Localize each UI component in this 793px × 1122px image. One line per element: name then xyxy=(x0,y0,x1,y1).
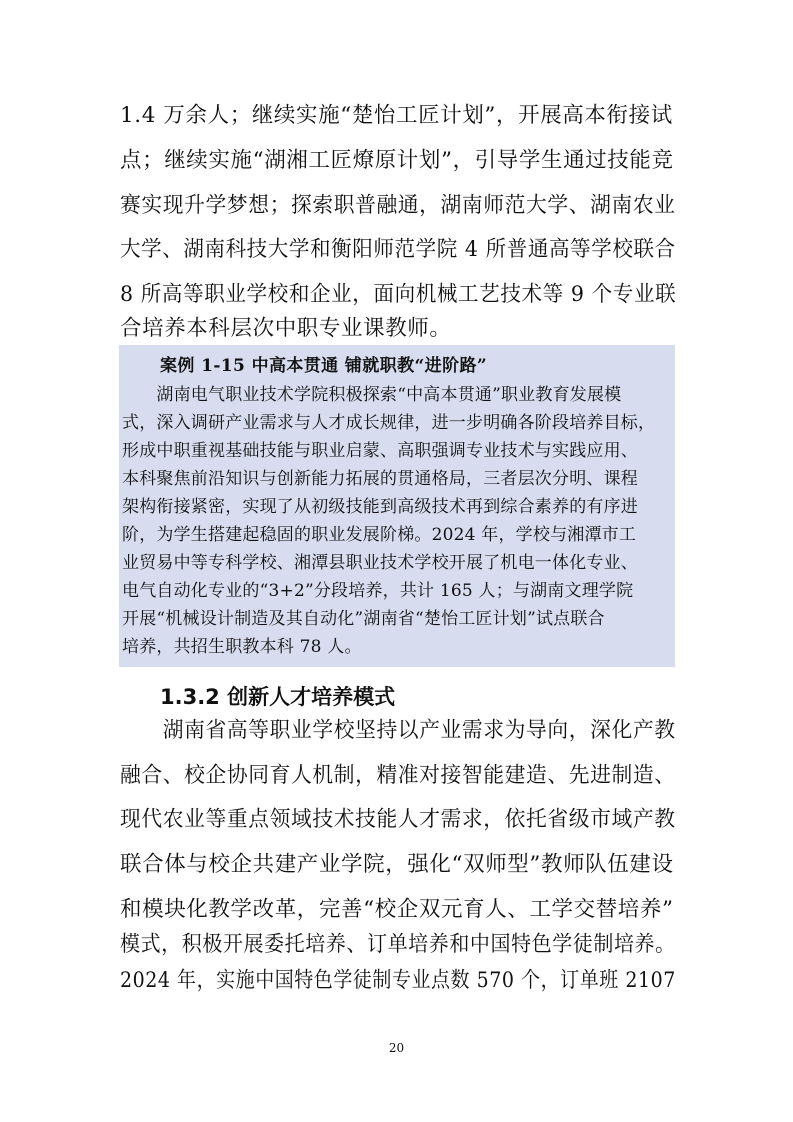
section-heading: 1.3.2 创新人才培养模式 xyxy=(160,685,396,709)
text-line: 赛实现升学梦想；探索职普融通，湖南师范大学、湖南农业 xyxy=(120,193,676,218)
text-line: 点；继续实施“湖湘工匠燎原计划”，引导学生通过技能竞 xyxy=(120,148,674,173)
text-line: 湖南电气职业技术学院积极探索“中高本贯通”职业教育发展模 xyxy=(122,385,622,405)
text-line: 2024 年，实施中国特色学徒制专业点数 570 个，订单班 2107 xyxy=(120,968,676,993)
text-line: 业贸易中等专科学校、湘潭县职业技术学校开展了机电一体化专业、 xyxy=(122,553,638,573)
text-line: 融合、校企协同育人机制，精准对接智能建造、先进制造、 xyxy=(120,763,676,788)
text-line: 开展“机械设计制造及其自动化”湖南省“楚怡工匠计划”试点联合 xyxy=(122,609,605,629)
text-line: 现代农业等重点领域技术技能人才需求，依托省级市域产教 xyxy=(120,807,676,832)
text-line: 阶，为学生搭建起稳固的职业发展阶梯。2024 年，学校与湘潭市工 xyxy=(122,525,637,545)
text-line: 大学、湖南科技大学和衡阳师范学院 4 所普通高等学校联合 xyxy=(120,237,676,262)
text-line: 合培养本科层次中职专业课教师。 xyxy=(120,316,452,341)
text-line: 和模块化教学改革，完善“校企双元育人、工学交替培养” xyxy=(120,897,674,922)
text-line: 培养，共招生职教本科 78 人。 xyxy=(122,637,362,657)
case-study-title: 案例 1-15 中高本贯通 铺就职教“进阶路” xyxy=(160,356,488,376)
text-line: 模式，积极开展委托培养、订单培养和中国特色学徒制培养。 xyxy=(120,932,676,957)
text-line: 式，深入调研产业需求与人才成长规律，进一步明确各阶段培养目标， xyxy=(122,413,656,433)
text-line: 1.4 万余人；继续实施“楚怡工匠计划”，开展高本衔接试 xyxy=(120,103,673,128)
text-line: 湖南省高等职业学校坚持以产业需求为导向，深化产教 xyxy=(120,718,676,743)
text-line: 电气自动化专业的“3+2”分段培养，共计 165 人；与湖南文理学院 xyxy=(122,581,634,601)
text-line: 形成中职重视基础技能与职业启蒙、高职强调专业技术与实践应用、 xyxy=(122,441,638,461)
text-line: 本科聚焦前沿知识与创新能力拓展的贯通格局，三者层次分明、课程 xyxy=(122,469,638,489)
text-line: 8 所高等职业学校和企业，面向机械工艺技术等 9 个专业联 xyxy=(120,282,677,307)
text-line: 联合体与校企共建产业学院，强化“双师型”教师队伍建设 xyxy=(120,852,674,877)
text-line: 架构衔接紧密，实现了从初级技能到高级技术再到综合素养的有序进 xyxy=(122,497,638,517)
page-number: 20 xyxy=(388,1041,405,1055)
